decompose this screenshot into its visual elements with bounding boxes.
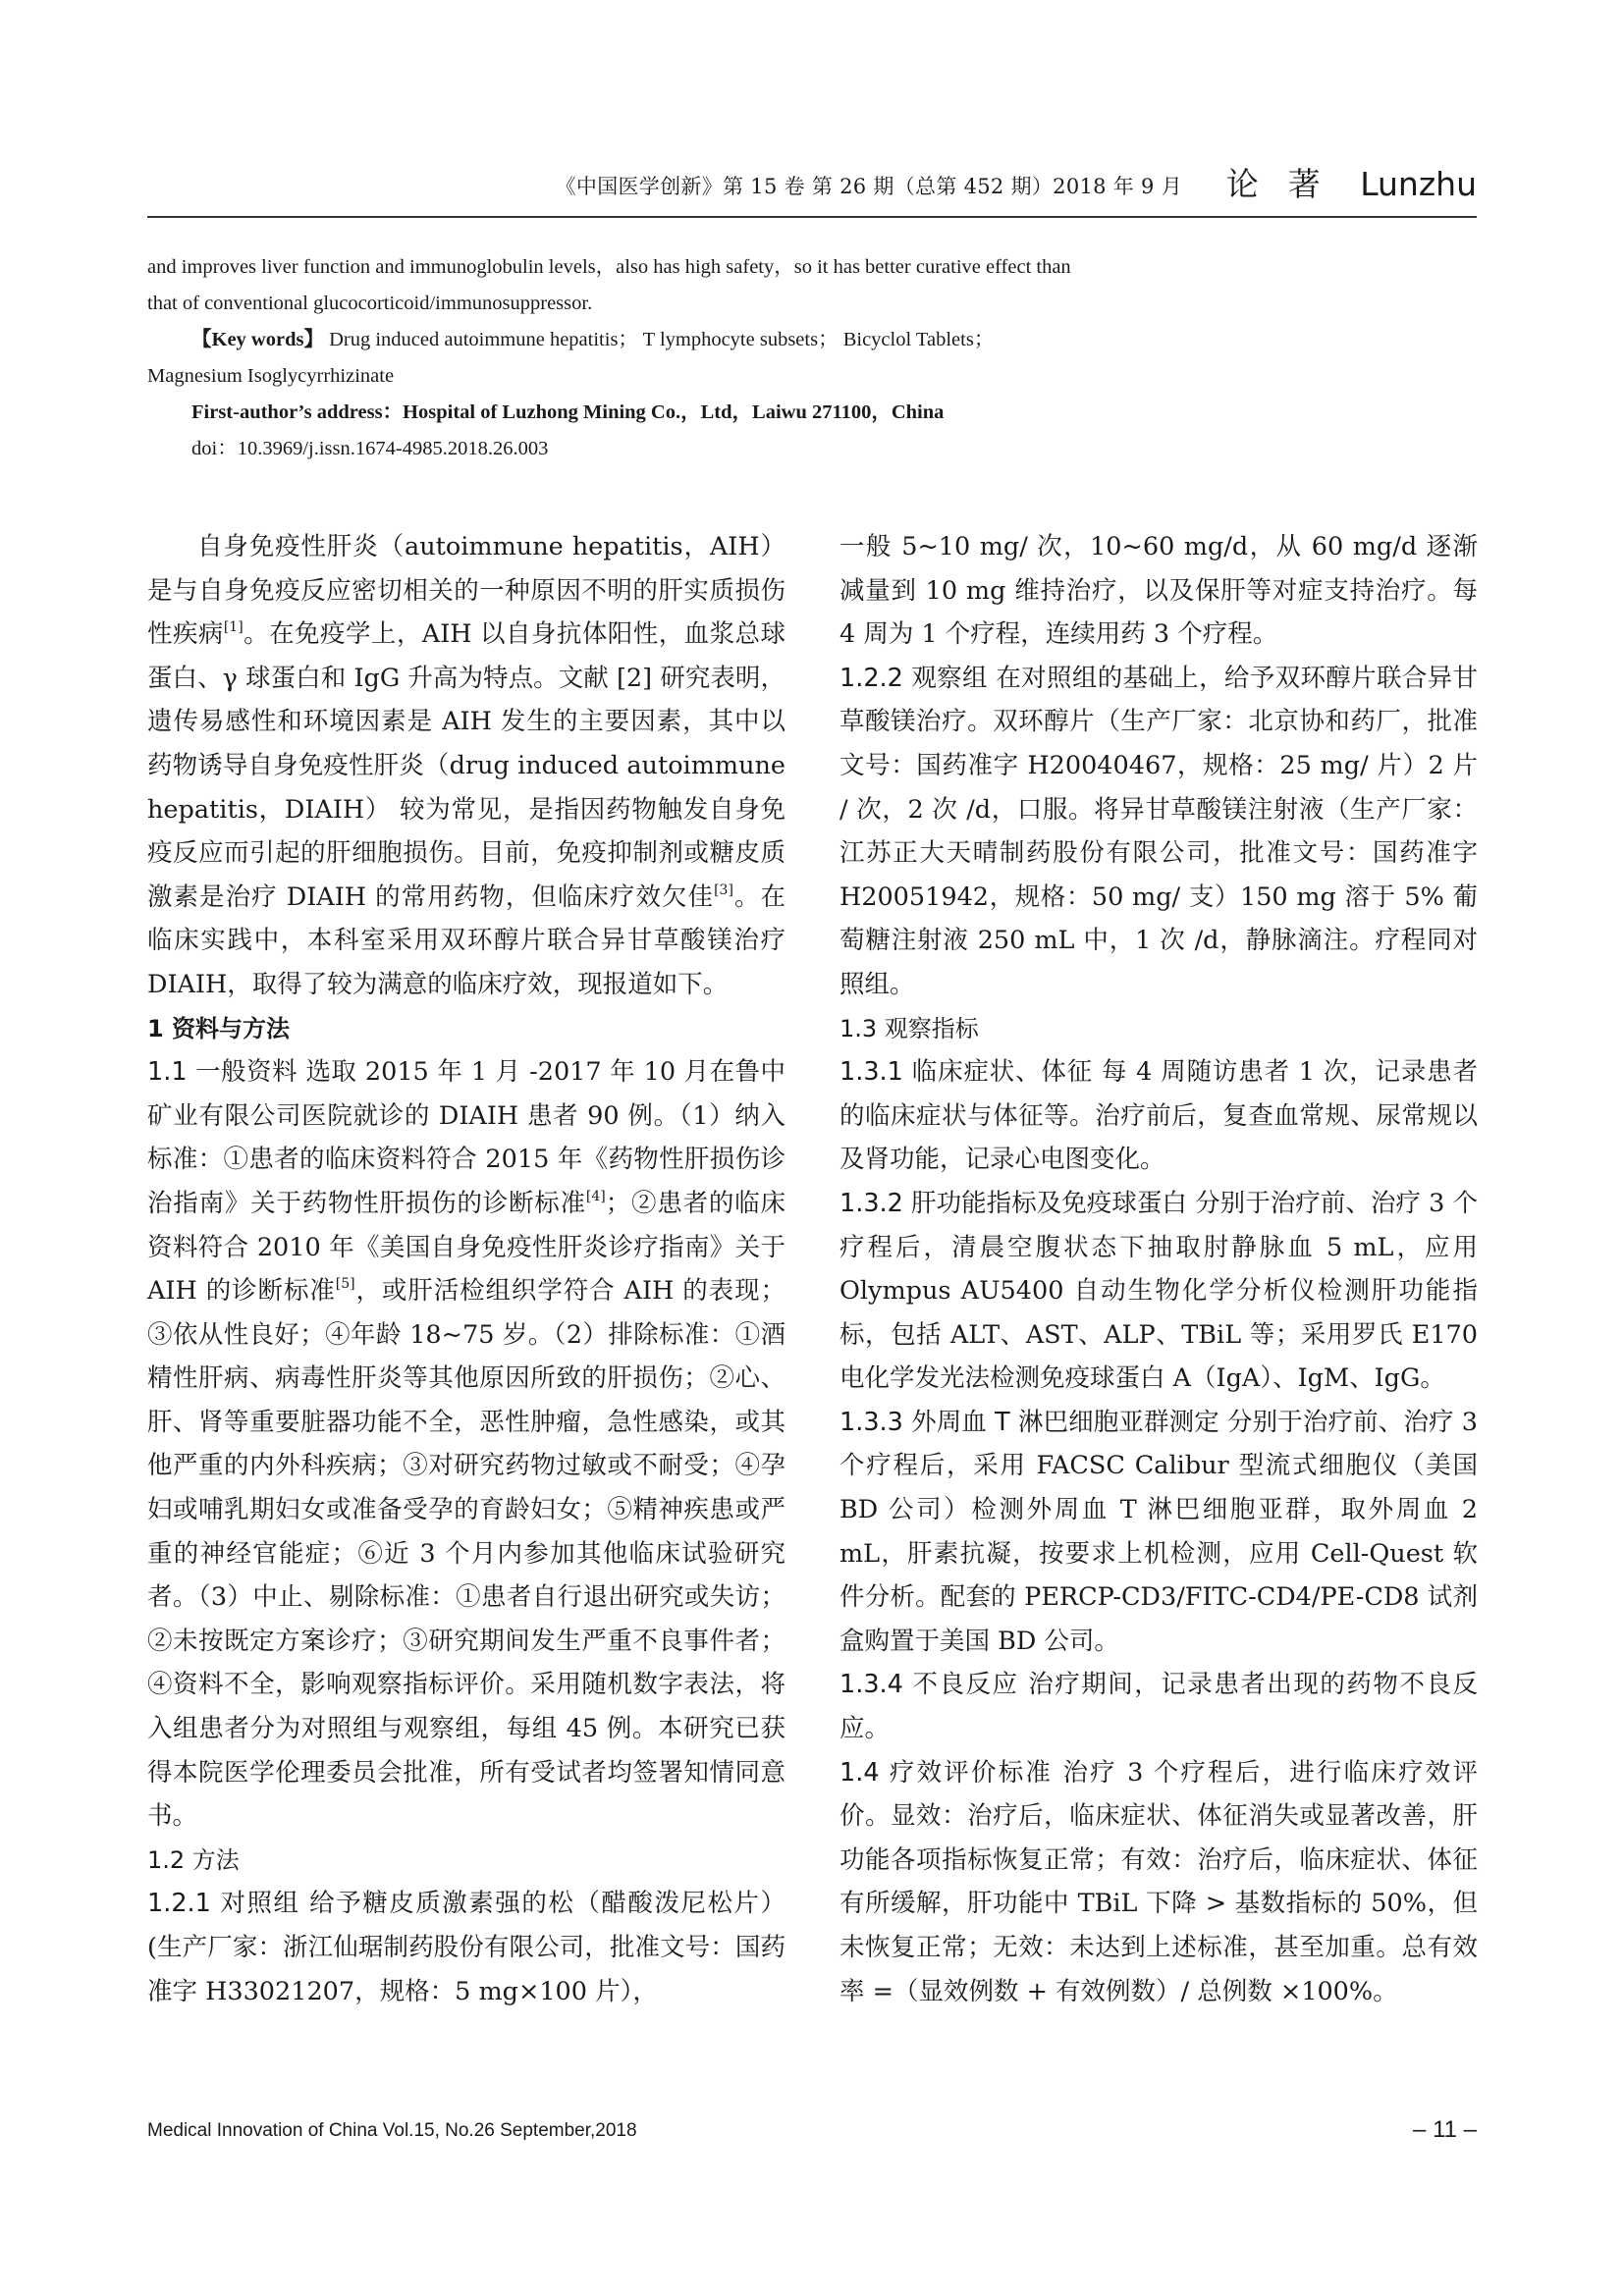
doi: doi：10.3969/j.issn.1674-4985.2018.26.003 xyxy=(191,438,549,459)
section-1-2-2 xyxy=(839,657,1478,1007)
section-1-1 xyxy=(147,1050,785,1839)
subsection-label: 1.3.2 肝功能指标及免疫球蛋白 xyxy=(839,1188,1187,1218)
intro-paragraph xyxy=(147,525,785,1007)
section-1-2-1 xyxy=(147,1882,785,2013)
citation-ref: [1] xyxy=(223,618,244,635)
intro-text: 自身免疫性肝炎（autoimmune hepatitis，AIH）是与自身免疫反应密切相关的一种原因不明的肝实质损伤性疾病 xyxy=(147,532,785,650)
english-abstract-tail xyxy=(147,249,1326,467)
citation-ref: [3] xyxy=(714,881,733,898)
section-1-3-1 xyxy=(839,1050,1478,1182)
section-text: ，或肝活检组织学符合 AIH 的表现；③依从性良好；④年龄 18~75 岁。（2）排除标准：①酒精性肝病、病毒性肝炎等其他原因所致的肝损伤；②心、肝、肾等重要脏器功能不全，恶性肿瘤，急性感染，或其他严重的内外科疾病；③对研究药物过敏或不耐受；④孕妇或哺乳期妇女或准备受孕的育龄妇女；⑤精神疾患或严重的神经官能症；⑥近 3 个月内参加其他临床试验研究者。（3）中止、剔除标准：①患者自行退出研究或失访；②未按既定方案诊疗；③研究期间发生严重不良事件者；④资料不全，影响观察指标评价。采用随机数字表法，将入组患者分为对照组与观察组，每组 45 例。本研究已获得本院医学伦理委员会批准，所有受试者均签署知情同意书。 xyxy=(147,1276,785,1832)
section-1-3-2 xyxy=(839,1182,1478,1401)
section-text: 选取 2015 年 1 月 -2017 年 10 月在鲁中矿业有限公司医院就诊的 DIAIH 患者 90 例。（1）纳入标准：①患者的临床资料符合 2015 年《药物性肝损伤诊治指南》关于药物性肝损伤的诊断标准 xyxy=(147,1057,785,1218)
left-column xyxy=(147,525,785,2013)
subsection-label: 1.3.4 不良反应 xyxy=(839,1670,1019,1700)
right-column xyxy=(839,525,1478,2013)
citation-ref: [4] xyxy=(585,1188,606,1204)
section-text: ；②患者的临床资料符合 2010 年《美国自身免疫性肝炎诊疗指南》关于 AIH 的诊断标准 xyxy=(147,1188,785,1307)
section-text: 在对照组的基础上，给予双环醇片联合异甘草酸镁治疗。双环醇片（生产厂家：北京协和药厂，批准文号：国药准字 H20040467，规格：25 mg/ 片）2 片 / 次，2 次 /d，口服。将异甘草酸镁注射液（生产厂家：江苏正大天晴制药股份有限公司，批准文号：国药准字 H20051942，规格：50 mg/ 支）150 mg 溶于 5% 葡萄糖注射液 250 mL 中，1 次 /d，静脉滴注。疗程同对照组。 xyxy=(839,663,1479,999)
section-1-4 xyxy=(839,1751,1478,2014)
section-text: 治疗期间，记录患者出现的药物不良反应。 xyxy=(839,1670,1478,1744)
section-text: 分别于治疗前、治疗 3 个疗程后，清晨空腹状态下抽取肘静脉血 5 mL，应用 Olympus AU5400 自动生物化学分析仪检测肝功能指标，包括 ALT、AST、ALP、TBiL 等；采用罗氏 E170 电化学发光法检测免疫球蛋白 A（IgA）、IgM、IgG。 xyxy=(839,1188,1478,1394)
intro-text: 。在临床实践中，本科室采用双环醇片联合异甘草酸镁治疗 DIAIH，取得了较为满意的临床疗效，现报道如下。 xyxy=(147,881,785,999)
keywords xyxy=(147,322,1326,358)
citation-ref: [5] xyxy=(335,1275,355,1292)
section-text: 每 4 周随访患者 1 次，记录患者的临床症状与体征等。治疗前后，复查血常规、尿常规以及肾功能，记录心电图变化。 xyxy=(839,1057,1478,1175)
subsection-label: 1.1 一般资料 xyxy=(147,1057,298,1088)
subsection-label: 1.4 疗效评价标准 xyxy=(839,1757,1054,1788)
keywords-title: 【Key words】 xyxy=(191,329,324,350)
section-label-en: Lunzhu xyxy=(1360,165,1477,203)
intro-text: 。在免疫学上，AIH 以自身抗体阳性，血浆总球蛋白、γ 球蛋白和 IgG 升高为特点。文献 [2] 研究表明，遗传易感性和环境因素是 AIH 发生的主要因素，其中以药物诱导自身免疫性肝炎（drug induced autoimmune hepatitis，DIAIH） 较为常见，是指因药物触发自身免疫反应而引起的肝细胞损伤。目前，免疫抑制剂或糖皮质激素是治疗 DIAIH 的常用药物，但临床疗效欠佳 xyxy=(147,619,785,912)
section-label xyxy=(1226,159,1477,205)
subsection-heading: 1.2 方法 xyxy=(147,1845,240,1874)
subsection-label: 1.2.2 观察组 xyxy=(839,663,988,693)
running-header xyxy=(147,157,1477,216)
section-1-3-3 xyxy=(839,1401,1478,1664)
journal-citation: 《中国医学创新》第 15 卷 第 26 期（总第 452 期）2018 年 9 月 xyxy=(555,175,1182,198)
page-number: – 11 – xyxy=(1413,2116,1477,2143)
keywords-text: Drug induced autoimmune hepatitis； T lymphocyte subsets； Bicyclol Tablets； xyxy=(323,329,995,350)
section-1-3-4 xyxy=(839,1663,1478,1750)
section-text: 给予糖皮质激素强的松（醋酸泼尼松片）(生产厂家：浙江仙琚制药股份有限公司，批准文号：国药准字 H33021207，规格：5 mg×100 片）， xyxy=(147,1889,785,2006)
section-heading: 1 资料与方法 xyxy=(147,1014,291,1042)
subsection-label: 1.2.1 对照组 xyxy=(147,1889,300,1919)
footer-journal: Medical Innovation of China Vol.15, No.26 September,2018 xyxy=(147,2120,637,2141)
abstract-line: and improves liver function and immunoglobulin levels，also has high safety，so it has better curative effect than xyxy=(147,256,1071,278)
abstract-line: that of conventional glucocorticoid/immunosuppressor. xyxy=(147,293,593,314)
first-author-address: First-author’s address：Hospital of Luzhong Mining Co.，Ltd，Laiwu 271100，China xyxy=(191,401,945,423)
section-text: 治疗 3 个疗程后，进行临床疗效评价。显效：治疗后，临床症状、体征消失或显著改善，肝功能各项指标恢复正常；有效：治疗后，临床症状、体征有所缓解，肝功能中 TBiL 下降 > 基数指标的 50%，但未恢复正常；无效：未达到上述标准，甚至加重。总有效率 =（显效例数 + 有效例数）/ 总例数 ×100%。 xyxy=(839,1757,1478,2006)
section-label-cn: 论著 xyxy=(1225,165,1350,203)
subsection-label: 1.3.3 外周血 T 淋巴细胞亚群测定 xyxy=(839,1407,1219,1437)
page-footer xyxy=(147,2110,1477,2160)
keywords-line2: Magnesium Isoglycyrrhizinate xyxy=(147,365,395,387)
subsection-heading: 1.3 观察指标 xyxy=(839,1014,979,1042)
section-text: 分别于治疗前、治疗 3 个疗程后，采用 FACSC Calibur 型流式细胞仪（美国 BD 公司）检测外周血 T 淋巴细胞亚群，取外周血 2 mL，肝素抗凝，按要求上机检测，应用 Cell-Quest 软件分析。配套的 PERCP-CD3/FITC-CD4/PE-CD8 试剂盒购置于美国 BD 公司。 xyxy=(839,1407,1479,1656)
continued-text: 一般 5~10 mg/ 次，10~60 mg/d，从 60 mg/d 逐渐减量到 10 mg 维持治疗，以及保肝等对症支持治疗。每 4 周为 1 个疗程，连续用药 3 个疗程。 xyxy=(839,532,1478,650)
subsection-label: 1.3.1 临床症状、体征 xyxy=(839,1057,1093,1088)
header-rule xyxy=(147,216,1477,218)
